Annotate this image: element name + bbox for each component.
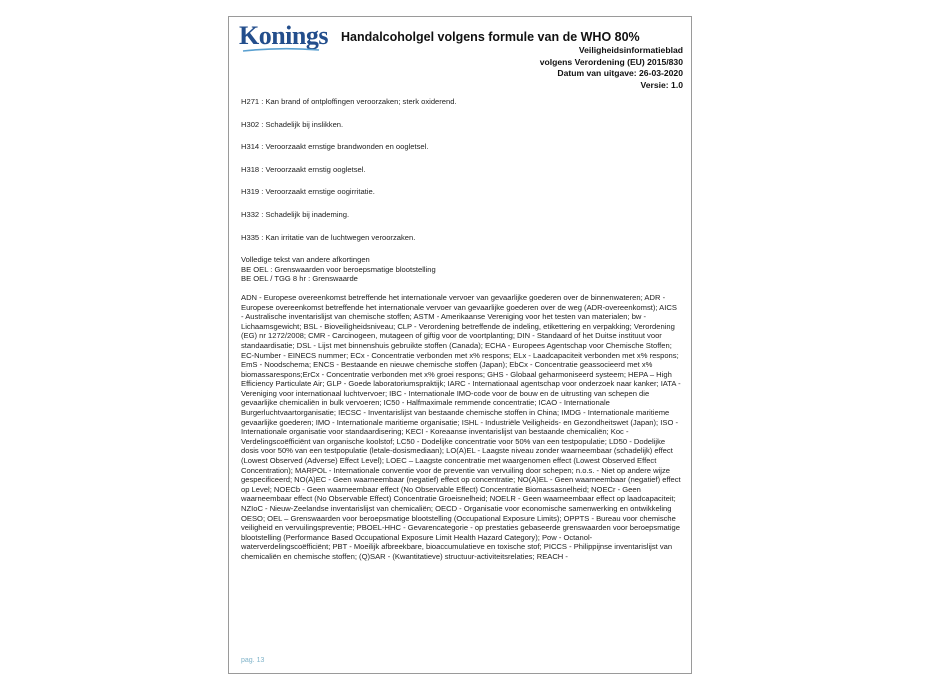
document-title: Handalcoholgel volgens formule van de WHO 80%: [341, 30, 640, 44]
abbreviations-block: [241, 255, 681, 284]
hazard-statement-h319: H319 : Veroorzaakt ernstige oogirritatie.: [241, 187, 375, 197]
hazard-statement-h335: H335 : Kan irritatie van de luchtwegen veroorzaken.: [241, 232, 416, 242]
abbreviation-item: BE OEL : Grenswaarden voor beroepsmatige blootstelling: [241, 264, 436, 274]
document-meta: [540, 45, 683, 91]
meta-line-issue-date: Datum van uitgave: 26-03-2020: [557, 68, 683, 79]
abbreviations-heading: Volledige tekst van andere afkortingen: [241, 255, 370, 265]
meta-line-regulation: volgens Verordening (EU) 2015/830: [539, 56, 683, 67]
abbreviation-item: BE OEL / TGG 8 hr : Grenswaarde: [241, 274, 358, 284]
glossary-paragraph: ADN - Europese overeenkomst betreffende het internationale vervoer van gevaarlijke goederen over de binnenwateren; ADR - Europese overeenkomst betreffende het internationale vervoer van gevaarlijke goederen over de weg (ADR-overeenkomst); AICS - Australische inventarislijst van chemische stoffen; ASTM - Amerikaanse Vereniging voor het testen van materialen; bw - Lichaamsgewicht; BSL - Bioveiligheidsniveau; CLP - Verordening betreffende de indeling, etikettering en verpakking; Verordening (EG) nr 1272/2008; CMR - Carcinogeen, mutageen of giftig voor de voortplanting; DIN - Standaard of het Duitse instituut voor standaardisatie; DSL - Lijst met binnenshuis gebruikte stoffen (Canada); ECHA - Europees Agentschap voor Chemische Stoffen; EC-Number - EINECS nummer; ECx - Concentratie verbonden met x% respons; ELx - Laadcapaciteit verbonden met x% respons; EmS - Noodschema; ENCS - Bestaande en nieuwe chemische stoffen (Japan); EbCx - Concentratie geassocieerd met x% biomassarespons;ErCx - Concentratie verbonden met x% groei respons; GHS - Globaal geharmoniseerd systeem; HEPA – High Efficiency Particulate Air; GLP - Goede laboratoriumspraktijk; IARC - Internationaal agentschap voor onderzoek naar kanker; IATA - Vereniging voor internationaal luchtvervoer; IBC - Internationale IMO-code voor de bouw en de uitrusting van schepen die gevaarlijke chemicaliën in bulk vervoeren; IC50 - Halfmaximale remmende concentratie; ICAO - Internationale Burgerluchtvaartorganisatie; IECSC - Inventarislijst van bestaande chemische stoffen in China; IMDG - Internationale maritieme gevaarlijke goederen; IMO - Internationale maritieme organisatie; ISHL - Industriële Veiligheids- en Gezondheitswet (Japan); ISO - Internationale organisatie voor standaardisering; KECI - Koreaanse inventarislijst van bestaande chemicaliën; Koc - Verdelingscoëfficiënt van organische koolstof; LC50 - Dodelijke concentratie voor 50% van een testpopulatie; LD50 - Dodelijke dosis voor 50% van een testpopulatie (letale-dosismediaan); LO(A)EL - Laagste niveau zonder waarneembaar (schadelijk) effect (Lowest Observed (Adverse) Effect Level); LOEC – Laagste concentratie met waargenomen effect (Lowest Observed Effect Concentration); MARPOL - Internationale conventie voor de preventie van vervuiling door schepen; n.o.s. - Niet op andere wijze gespecificeerd; NO(A)EC - Geen waarneembaar (negatief) effect op concentratie; NO(A)EL - Geen waarneembaar (negatief) effect op Level; NOECb - Geen waarneembaar effect (No Observable Effect) Concentratie Biomassasnelheid; NOECr - Geen waarneembaar effect (No Observable Effect) Concentratie Groeisnelheid; NOELR - Geen waarneembaar effect op laadcapaciteit; NZIoC - Nieuw-Zeelandse inventarislijst van chemicaliën; OECD - Organisatie voor economische samenwerking en ontwikkeling OESO; OEL – Grenswaarden voor beroepsmatige blootstelling (Occupational Exposure Limits); OPPTS - Bureau voor chemische veiligheid en vervuilingspreventie; PBOEL-HHC - Gevarencategorie - op prestaties gebaseerde grenswaarden voor beroepsmatige blootstelling (Performance Based Occupational Exposure Limit Health Hazard Category); Pow - Octanol-waterverdelingscoëfficiënt; PBT - Moeilijk afbreekbare, bioaccumulatieve en toxische stof; PICCS - Philippijnse inventarislijst van chemicaliën en chemische stoffen; (Q)SAR - (Kwantitatieve) structuur-activiteitsrelaties; REACH -: [241, 292, 681, 561]
meta-line-version: Versie: 1.0: [640, 79, 683, 90]
company-logo: Konings: [239, 21, 328, 50]
hazard-statement-h314: H314 : Veroorzaakt ernstige brandwonden en oogletsel.: [241, 142, 429, 152]
meta-line-type: Veiligheidsinformatieblad: [578, 45, 683, 55]
document-body: [241, 97, 681, 562]
page-number: pag. 13: [241, 657, 265, 664]
hazard-statement-h318: H318 : Veroorzaakt ernstig oogletsel.: [241, 164, 366, 174]
hazard-statement-h332: H332 : Schadelijk bij inademing.: [241, 209, 350, 219]
logo-swoosh-icon: [241, 47, 321, 53]
hazard-statement-h302: H302 : Schadelijk bij inslikken.: [241, 119, 344, 129]
hazard-statement-h271: H271 : Kan brand of ontploffingen veroorzaken; sterk oxiderend.: [241, 97, 457, 106]
document-page: [228, 16, 692, 674]
